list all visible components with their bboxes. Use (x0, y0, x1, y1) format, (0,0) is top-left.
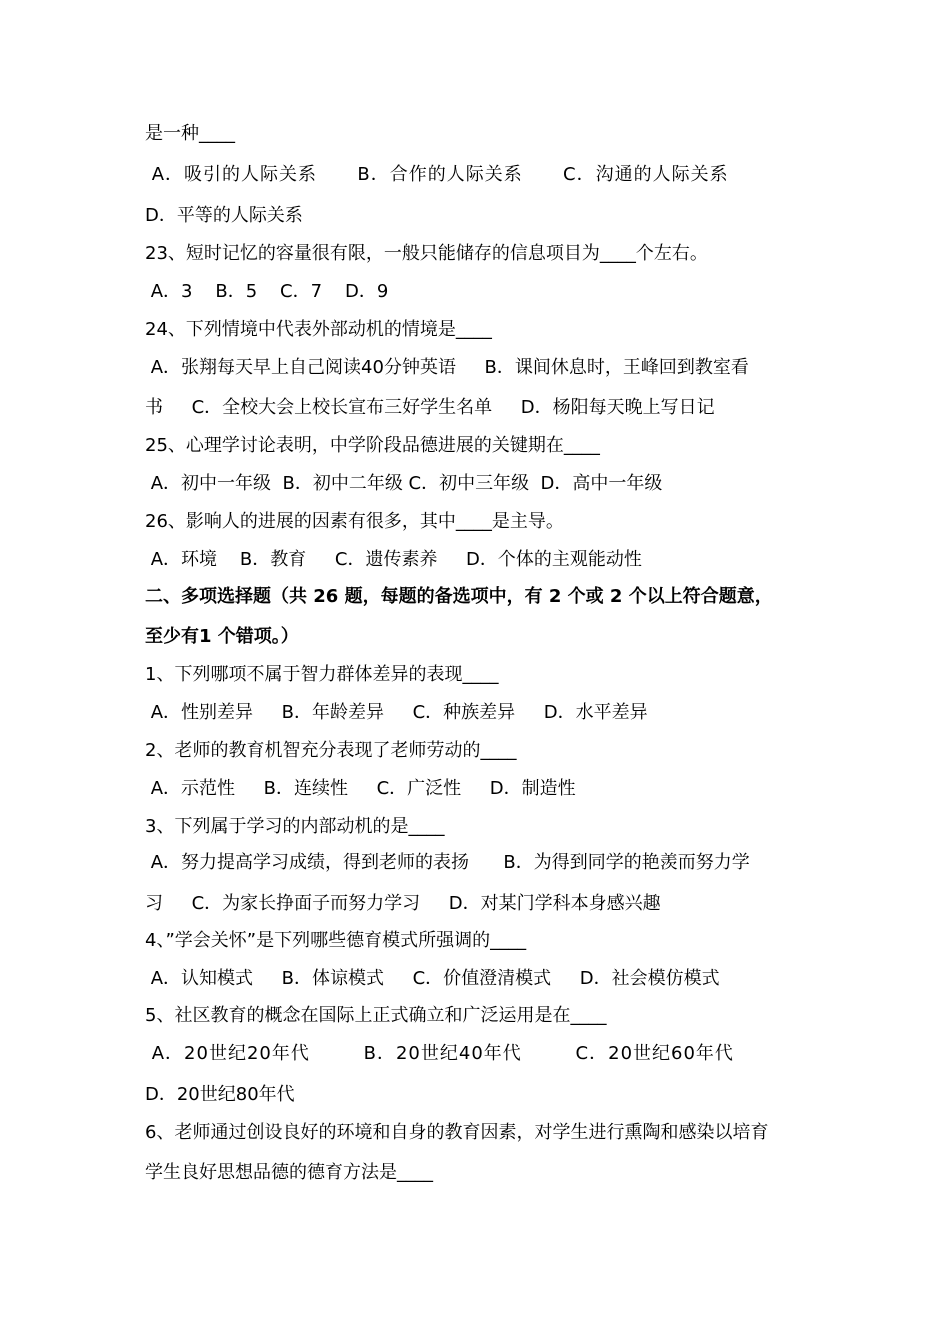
option-line: D．平等的人际关系 (145, 205, 303, 226)
text-line: 是一种____ (145, 123, 235, 144)
section-heading: 二、多项选择题（共 26 题，每题的备选项中，有 2 个或 2 个以上符合题意， (145, 586, 773, 607)
question-line-continued: 学生良好思想品德的德育方法是____ (145, 1162, 433, 1183)
question-line: 24、下列情境中代表外部动机的情境是____ (145, 319, 492, 340)
option-line: 习 C．为家长挣面子而努力学习 D．对某门学科本身感兴趣 (145, 893, 661, 914)
option-line: A．示范性 B．连续性 C．广泛性 D．制造性 (145, 778, 576, 799)
option-line: A．吸引的人际关系 B．合作的人际关系 C．沟通的人际关系 (145, 164, 729, 185)
question-line: 3、下列属于学习的内部动机的是____ (145, 816, 445, 837)
question-line: 23、短时记忆的容量很有限，一般只能储存的信息项目为____个左右。 (145, 243, 708, 264)
option-line: D．20世纪80年代 (145, 1084, 295, 1105)
option-line: A．张翔每天早上自己阅读40分钟英语 B．课间休息时，王峰回到教室看 (145, 357, 749, 378)
option-line: A．努力提高学习成绩，得到老师的表扬 B．为得到同学的艳羡而努力学 (145, 852, 750, 873)
question-line: 26、影响人的进展的因素有很多，其中____是主导。 (145, 511, 564, 532)
option-line: A．性别差异 B．年龄差异 C．种族差异 D．水平差异 (145, 702, 648, 723)
question-line: 6、老师通过创设良好的环境和自身的教育因素，对学生进行熏陶和感染以培育 (145, 1122, 769, 1143)
option-line: A．20世纪20年代 B．20世纪40年代 C．20世纪60年代 (145, 1043, 734, 1064)
question-line: 4、”学会关怀”是下列哪些德育模式所强调的____ (145, 930, 527, 951)
question-line: 2、老师的教育机智充分表现了老师劳动的____ (145, 740, 517, 761)
option-line: A．认知模式 B．体谅模式 C．价值澄清模式 D．社会模仿模式 (145, 968, 720, 989)
option-line: A．环境 B．教育 C．遗传素养 D．个体的主观能动性 (145, 549, 642, 570)
option-line: 书 C．全校大会上校长宣布三好学生名单 D．杨阳每天晚上写日记 (145, 397, 715, 418)
option-line: A．3 B．5 C．7 D．9 (145, 281, 389, 302)
question-line: 5、社区教育的概念在国际上正式确立和广泛运用是在____ (145, 1005, 607, 1026)
question-line: 25、心理学讨论表明，中学阶段品德进展的关键期在____ (145, 435, 600, 456)
option-line: A．初中一年级 B．初中二年级 C．初中三年级 D．高中一年级 (145, 473, 663, 494)
section-heading-continued: 至少有1 个错项。） (145, 626, 299, 647)
question-line: 1、下列哪项不属于智力群体差异的表现____ (145, 664, 499, 685)
